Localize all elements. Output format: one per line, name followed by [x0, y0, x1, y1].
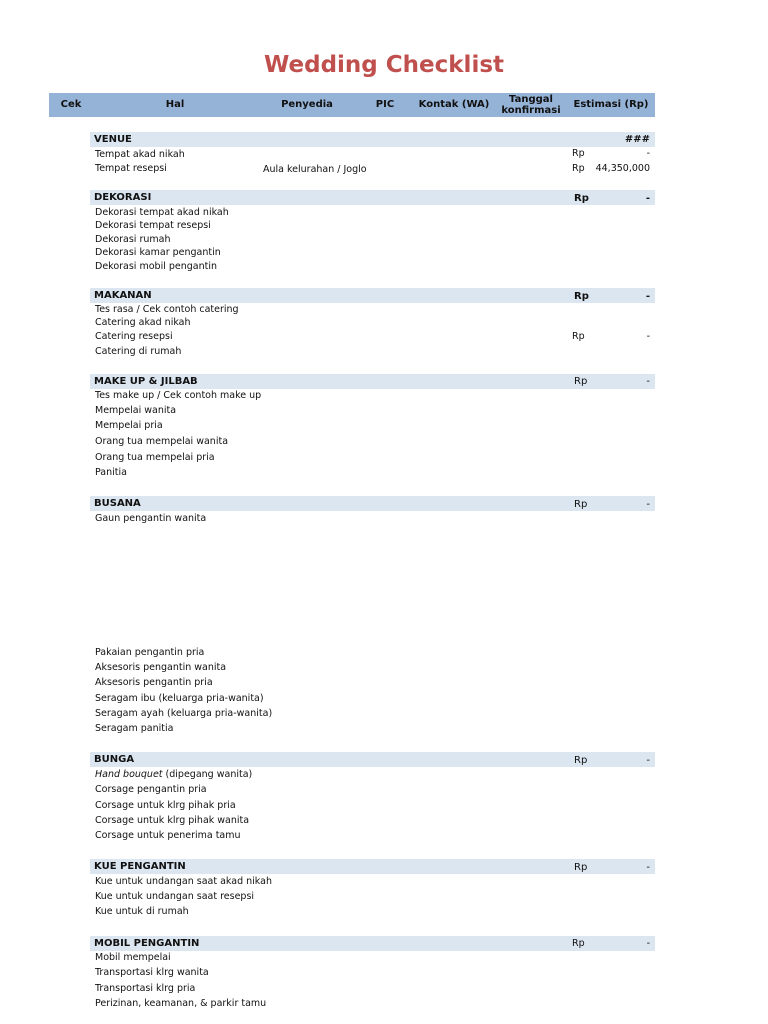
section-rp: Rp [574, 862, 588, 873]
section-total-dekorasi: - [645, 193, 650, 204]
list-item: Tempat akad nikah [95, 149, 185, 160]
list-item: Dekorasi rumah [95, 234, 171, 245]
list-item: Seragam ibu (keluarga pria-wanita) [95, 693, 264, 704]
list-item: Mempelai pria [95, 420, 163, 431]
list-item: Dekorasi mobil pengantin [95, 261, 218, 272]
row-rp: Rp [572, 148, 585, 159]
section-total-busana: - [646, 499, 650, 510]
section-dekorasi [90, 190, 655, 205]
header-pic: PIC [375, 99, 395, 110]
page-title: Wedding Checklist [263, 52, 505, 78]
section-title-makeup: MAKE UP & JILBAB [94, 376, 198, 387]
list-item: Aksesoris pengantin wanita [95, 662, 227, 673]
section-title-busana: BUSANA [94, 498, 141, 509]
list-item: Tes make up / Cek contoh make up [95, 390, 262, 401]
list-item: Kue untuk undangan saat akad nikah [95, 876, 272, 887]
list-item: Seragam panitia [95, 723, 174, 734]
header-hal: Hal [165, 99, 185, 110]
row-amount: - [646, 148, 650, 159]
section-bunga [90, 752, 655, 767]
list-item: Tempat resepsi [95, 163, 167, 174]
list-item: Catering di rumah [95, 346, 182, 357]
section-total-makeup: - [646, 376, 650, 387]
header-kontak: Kontak (WA) [418, 99, 490, 110]
list-item: Catering akad nikah [95, 317, 191, 328]
section-total-kue: - [646, 862, 650, 873]
list-item: Corsage untuk klrg pihak pria [95, 800, 236, 811]
list-item: Perizinan, keamanan, & parkir tamu [95, 998, 267, 1009]
header-tanggal-line2: konfirmasi [501, 105, 561, 116]
list-item: Transportasi klrg pria [95, 983, 196, 994]
header-cek: Cek [60, 99, 82, 110]
list-item: Seragam ayah (keluarga pria-wanita) [95, 708, 273, 719]
section-title-makanan: MAKANAN [94, 290, 152, 301]
header-tanggal [496, 94, 566, 116]
list-item: Tes rasa / Cek contoh catering [95, 304, 239, 315]
list-item [95, 769, 252, 781]
header-tanggal-line1: Tanggal [509, 94, 553, 105]
list-item: Dekorasi tempat akad nikah [95, 207, 229, 218]
row-amount: - [646, 331, 650, 342]
hand-bouquet-italic: Hand bouquet [95, 769, 163, 780]
section-title-venue: VENUE [94, 134, 132, 145]
list-item: Transportasi klrg wanita [95, 967, 209, 978]
list-item: Orang tua mempelai pria [95, 452, 215, 463]
provider-cell: Aula kelurahan / Joglo [263, 164, 367, 175]
section-rp: Rp [574, 193, 589, 204]
list-item: Kue untuk undangan saat resepsi [95, 891, 255, 902]
hand-bouquet-rest: (dipegang wanita) [162, 769, 253, 780]
list-item: Mempelai wanita [95, 405, 177, 416]
list-item: Panitia [95, 467, 127, 478]
section-rp: Rp [574, 755, 588, 766]
section-title-dekorasi: DEKORASI [94, 192, 152, 203]
list-item: Dekorasi tempat resepsi [95, 220, 211, 231]
section-total-bunga: - [646, 755, 650, 766]
section-title-bunga: BUNGA [94, 754, 135, 765]
section-rp: Rp [572, 938, 585, 949]
row-rp: Rp [572, 163, 585, 174]
list-item: Kue untuk di rumah [95, 906, 189, 917]
section-total-mobil: - [646, 938, 650, 949]
list-item: Corsage untuk penerima tamu [95, 830, 241, 841]
list-item: Dekorasi kamar pengantin [95, 247, 221, 258]
section-rp: Rp [574, 291, 589, 302]
section-title-kue: KUE PENGANTIN [94, 861, 186, 872]
section-title-mobil: MOBIL PENGANTIN [94, 938, 200, 949]
section-rp: Rp [574, 499, 588, 510]
list-item: Pakaian pengantin pria [95, 647, 205, 658]
section-makanan [90, 288, 655, 303]
list-item: Aksesoris pengantin pria [95, 677, 213, 688]
row-amount: 44,350,000 [595, 163, 650, 174]
section-total-venue: ### [624, 134, 650, 145]
section-total-makanan: - [645, 291, 650, 302]
section-busana [90, 496, 655, 511]
list-item: Corsage pengantin pria [95, 784, 207, 795]
section-venue [90, 132, 655, 147]
list-item: Mobil mempelai [95, 952, 171, 963]
section-rp: Rp [574, 376, 588, 387]
list-item: Gaun pengantin wanita [95, 513, 207, 524]
list-item: Corsage untuk klrg pihak wanita [95, 815, 250, 826]
list-item: Catering resepsi [95, 331, 173, 342]
header-penyedia: Penyedia [281, 99, 333, 110]
row-rp: Rp [572, 331, 585, 342]
list-item: Orang tua mempelai wanita [95, 436, 229, 447]
header-estimasi: Estimasi (Rp) [573, 99, 649, 110]
